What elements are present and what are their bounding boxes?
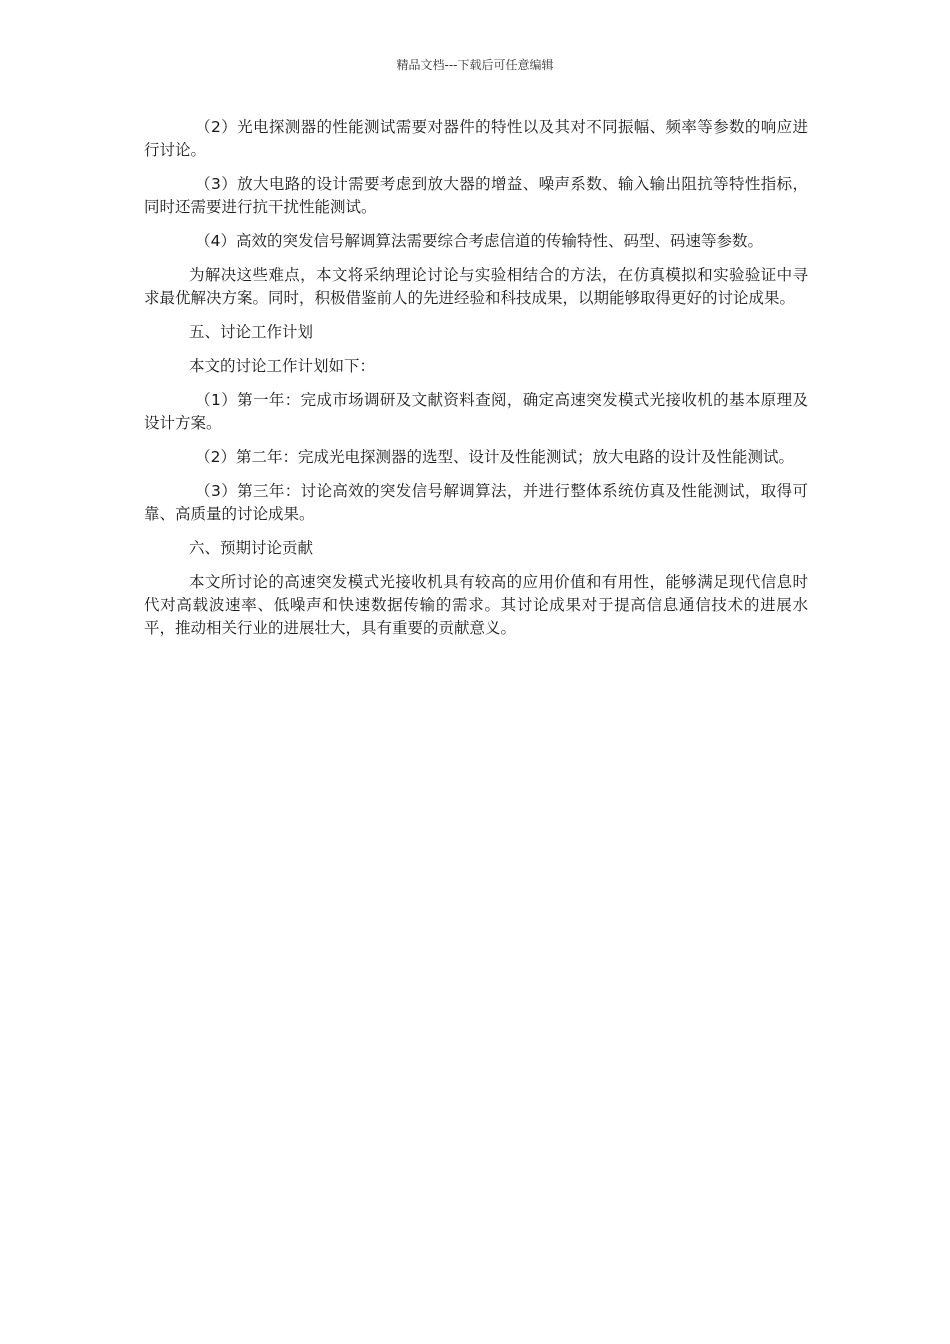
list-item: （3）第三年：讨论高效的突发信号解调算法，并进行整体系统仿真及性能测试，取得可靠、高质量的讨论成果。 xyxy=(144,482,808,523)
document-body xyxy=(144,116,808,651)
body-paragraph: 为解决这些难点，本文将采纳理论讨论与实验相结合的方法，在仿真模拟和实验验证中寻求最优解决方案。同时，积极借鉴前人的先进经验和科技成果，以期能够取得更好的讨论成果。 xyxy=(144,266,808,307)
body-paragraph: 本文的讨论工作计划如下： xyxy=(188,357,375,375)
body-paragraph: 本文所讨论的高速突发模式光接收机具有较高的应用价值和有用性，能够满足现代信息时代对高载波速率、低噪声和快速数据传输的需求。其讨论成果对于提高信息通信技术的进展水平，推动相关行业的进展壮大，具有重要的贡献意义。 xyxy=(144,573,808,637)
page-header: 精品文档---下载后可任意编辑 xyxy=(396,58,554,72)
list-item: （3）放大电路的设计需要考虑到放大器的增益、噪声系数、输入输出阻抗等特性指标，同时还需要进行抗干扰性能测试。 xyxy=(144,175,808,216)
list-item: （1）第一年：完成市场调研及文献资料查阅，确定高速突发模式光接收机的基本原理及设计方案。 xyxy=(144,391,808,432)
list-item: （4）高效的突发信号解调算法需要综合考虑信道的传输特性、码型、码速等参数。 xyxy=(195,232,764,250)
section-heading: 五、讨论工作计划 xyxy=(188,323,313,341)
section-heading: 六、预期讨论贡献 xyxy=(188,539,313,557)
list-item: （2）光电探测器的性能测试需要对器件的特性以及其对不同振幅、频率等参数的响应进行讨论。 xyxy=(144,118,808,159)
list-item: （2）第二年：完成光电探测器的选型、设计及性能测试；放大电路的设计及性能测试。 xyxy=(195,448,795,466)
